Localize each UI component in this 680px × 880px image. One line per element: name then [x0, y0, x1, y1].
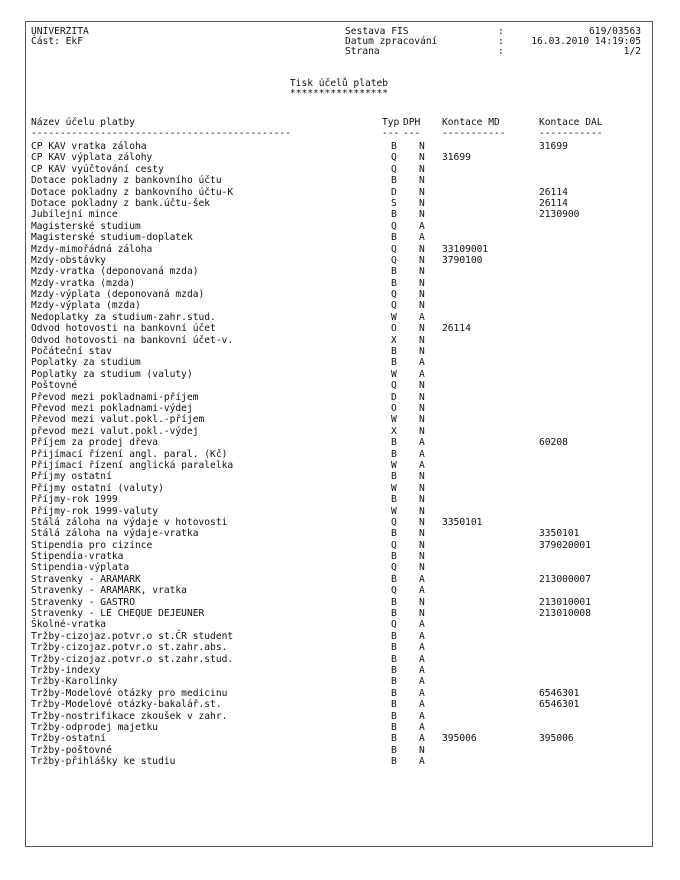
table-row	[26, 233, 652, 244]
cell-kontace-dal: 6546301	[539, 687, 580, 699]
cell-dph: N	[419, 516, 425, 528]
cell-dph: N	[419, 596, 425, 608]
cell-kontace-dal: 2130900	[539, 209, 580, 221]
cell-kontace-md: 33109001	[442, 243, 489, 255]
meta-label-page: Strana	[345, 46, 380, 57]
cell-kontace-dal: 26114	[539, 197, 568, 209]
cell-dph: N	[419, 186, 425, 198]
cell-kontace-md: 395006	[442, 733, 477, 745]
cell-name: Dotace pokladny z bank.účtu-šek	[31, 197, 211, 209]
cell-typ: B	[391, 551, 397, 563]
cell-name: Tržby-cizojaz.potvr.o st.zahr.abs.	[31, 642, 228, 654]
report-meta-labels	[345, 27, 437, 57]
table-row	[26, 472, 652, 483]
cell-typ: B	[391, 175, 397, 187]
cell-dph: N	[419, 266, 425, 278]
cell-dph: N	[419, 425, 425, 437]
cell-typ: B	[391, 721, 397, 733]
cell-typ: D	[391, 391, 397, 403]
cell-dph: N	[419, 323, 425, 335]
column-header-dph: DPH	[403, 117, 421, 128]
column-rule-typ: ---	[382, 128, 400, 139]
table-row	[26, 495, 652, 506]
cell-dph: N	[419, 300, 425, 312]
cell-name: Dotace pokladny z bankovního účtu	[31, 175, 222, 187]
cell-typ: Q	[391, 619, 397, 631]
cell-name: Stravenky - GASTRO	[31, 596, 135, 608]
cell-name: Tržby-Modelové otázky-bakalář.st.	[31, 699, 222, 711]
table-row	[26, 757, 652, 768]
cell-typ: D	[391, 186, 397, 198]
cell-name: Poplatky za studium (valuty)	[31, 368, 193, 380]
cell-name: Stravenky - ARAMARK	[31, 573, 141, 585]
cell-dph: A	[419, 232, 425, 244]
cell-name: Odvod hotovosti na bankovní účet	[31, 323, 216, 335]
cell-typ: S	[391, 197, 397, 209]
cell-dph: N	[419, 277, 425, 289]
column-rule-name: ---------------------------------------------	[31, 128, 291, 139]
table-row	[26, 529, 652, 540]
table-row	[26, 381, 652, 392]
cell-name: CP KAV vratka záloha	[31, 141, 147, 152]
cell-name: Příjmy-rok 1999	[31, 494, 118, 506]
cell-dph: A	[419, 756, 425, 768]
cell-dph: N	[419, 334, 425, 346]
column-header-kontace-dal: Kontace DAL	[539, 117, 603, 128]
cell-name: Nedoplatky za studium-zahr.stud.	[31, 311, 216, 323]
cell-name: Přijímací řízení anglická paralelka	[31, 459, 234, 471]
cell-typ: B	[391, 573, 397, 585]
cell-typ: B	[391, 437, 397, 449]
cell-name: Příjem za prodej dřeva	[31, 437, 159, 449]
cell-typ: B	[391, 608, 397, 620]
cell-name: Tržby-Karolinky	[31, 676, 118, 688]
cell-dph: N	[419, 562, 425, 574]
cell-dph: A	[419, 619, 425, 631]
table-row	[26, 700, 652, 711]
cell-name: Mzdy-obstávky	[31, 254, 107, 266]
cell-typ: B	[391, 744, 397, 756]
cell-name: Mzdy-vratka (deponovaná mzda)	[31, 266, 199, 278]
column-rule-dal: -----------	[539, 128, 603, 139]
column-header-typ: Typ	[382, 117, 400, 128]
table-row	[26, 438, 652, 449]
cell-kontace-dal: 213000007	[539, 573, 591, 585]
cell-name: Příjmy-rok 1999-valuty	[31, 505, 159, 517]
cell-dph: A	[419, 721, 425, 733]
cell-name: Stálá záloha na výdaje-vratka	[31, 528, 199, 540]
cell-typ: B	[391, 346, 397, 358]
cell-typ: B	[391, 266, 397, 278]
cell-dph: A	[419, 368, 425, 380]
payment-purpose-table	[26, 142, 652, 768]
cell-kontace-md: 3350101	[442, 516, 483, 528]
cell-name: Mzdy-výplata (deponovaná mzda)	[31, 289, 205, 301]
cell-typ: W	[391, 414, 397, 426]
cell-dph: A	[419, 664, 425, 676]
cell-name: Tržby-nostrifikace zkoušek v zahr.	[31, 710, 228, 722]
cell-typ: W	[391, 459, 397, 471]
cell-kontace-dal: 213010001	[539, 596, 591, 608]
cell-name: Tržby-Modelové otázky pro medicinu	[31, 687, 228, 699]
cell-name: Mzdy-mimořádná záloha	[31, 243, 153, 255]
cell-typ: B	[391, 494, 397, 506]
cell-kontace-md: 26114	[442, 323, 471, 335]
cell-typ: B	[391, 528, 397, 540]
part-label: Část: EkF	[31, 36, 83, 47]
cell-name: Stravenky - LE CHEQUE DEJEUNER	[31, 608, 205, 620]
cell-typ: Q	[391, 289, 397, 301]
cell-typ: B	[391, 630, 397, 642]
cell-dph: A	[419, 699, 425, 711]
cell-dph: A	[419, 687, 425, 699]
report-meta-values	[531, 27, 641, 57]
meta-value-date: 16.03.2010 14:19:05	[531, 36, 641, 47]
cell-typ: Q	[391, 562, 397, 574]
report-title-underline: *****************	[289, 88, 389, 99]
table-row	[26, 666, 652, 677]
cell-dph: N	[419, 414, 425, 426]
cell-dph: N	[419, 539, 425, 551]
cell-typ: O	[391, 402, 397, 414]
cell-typ: W	[391, 368, 397, 380]
meta-colon: :	[498, 26, 504, 37]
cell-name: Tržby-indexy	[31, 664, 101, 676]
cell-kontace-dal: 31699	[539, 141, 568, 152]
cell-name: Stálá záloha na výdaje v hotovosti	[31, 516, 228, 528]
cell-typ: O	[391, 323, 397, 335]
university-name: UNIVERZITA	[31, 26, 89, 37]
cell-dph: A	[419, 630, 425, 642]
cell-dph: N	[419, 346, 425, 358]
cell-typ: Q	[391, 539, 397, 551]
meta-value-report: 619/03563	[589, 26, 641, 37]
cell-dph: N	[419, 528, 425, 540]
cell-dph: A	[419, 642, 425, 654]
table-row	[26, 484, 652, 495]
cell-name: Stravenky - ARAMARK, vratka	[31, 585, 187, 597]
cell-typ: Q	[391, 152, 397, 164]
cell-typ: B	[391, 733, 397, 745]
cell-dph: A	[419, 448, 425, 460]
cell-dph: N	[419, 209, 425, 221]
cell-kontace-dal: 3350101	[539, 528, 580, 540]
cell-typ: B	[391, 756, 397, 768]
cell-dph: N	[419, 175, 425, 187]
cell-name: Tržby-přihlášky ke studiu	[31, 756, 176, 768]
cell-typ: B	[391, 357, 397, 369]
cell-dph: N	[419, 391, 425, 403]
cell-dph: N	[419, 402, 425, 414]
table-row	[26, 586, 652, 597]
cell-name: Počáteční stav	[31, 346, 112, 358]
cell-typ: Q	[391, 380, 397, 392]
report-page	[25, 21, 653, 847]
cell-dph: A	[419, 459, 425, 471]
cell-name: Tržby-cizojaz.potvr.o st.zahr.stud.	[31, 653, 234, 665]
cell-typ: B	[391, 141, 397, 152]
cell-name: Tržby-ostatní	[31, 733, 107, 745]
cell-dph: A	[419, 573, 425, 585]
cell-name: Příjmy ostatní	[31, 471, 112, 483]
cell-dph: N	[419, 254, 425, 266]
cell-name: Poplatky za studium	[31, 357, 141, 369]
cell-dph: N	[419, 197, 425, 209]
cell-typ: B	[391, 642, 397, 654]
cell-name: Mzdy-výplata (mzda)	[31, 300, 141, 312]
table-row	[26, 324, 652, 335]
cell-name: převod mezi valut.pokl.-výdej	[31, 425, 199, 437]
cell-dph: N	[419, 471, 425, 483]
table-row	[26, 336, 652, 347]
cell-typ: B	[391, 448, 397, 460]
column-header-kontace-md: Kontace MD	[442, 117, 500, 128]
cell-name: Magisterské studium	[31, 220, 141, 232]
cell-name: Stipendia-výplata	[31, 562, 130, 574]
cell-dph: A	[419, 220, 425, 232]
cell-name: Magisterské studium-doplatek	[31, 232, 193, 244]
cell-dph: N	[419, 289, 425, 301]
cell-dph: N	[419, 482, 425, 494]
cell-typ: Q	[391, 516, 397, 528]
cell-kontace-md: 3790100	[442, 254, 483, 266]
cell-name: CP KAV výplata zálohy	[31, 152, 153, 164]
cell-typ: Q	[391, 163, 397, 175]
column-rule-dph: ---	[403, 128, 421, 139]
cell-typ: B	[391, 710, 397, 722]
cell-dph: N	[419, 152, 425, 164]
table-row	[26, 643, 652, 654]
cell-kontace-dal: 379020001	[539, 539, 591, 551]
cell-typ: B	[391, 699, 397, 711]
cell-typ: Q	[391, 220, 397, 232]
cell-typ: Q	[391, 243, 397, 255]
cell-name: Dotace pokladny z bankovního účtu-K	[31, 186, 234, 198]
cell-name: Převod mezi pokladnami-příjem	[31, 391, 199, 403]
cell-name: CP KAV vyúčtování cesty	[31, 163, 164, 175]
cell-typ: W	[391, 311, 397, 323]
cell-dph: A	[419, 357, 425, 369]
cell-name: Stipendia pro cizince	[31, 539, 153, 551]
table-row	[26, 176, 652, 187]
meta-label-date: Datum zpracování	[345, 36, 438, 47]
cell-typ: Q	[391, 254, 397, 266]
report-title: Tisk účelů plateb	[289, 78, 389, 89]
cell-typ: B	[391, 653, 397, 665]
cell-typ: W	[391, 482, 397, 494]
cell-typ: B	[391, 687, 397, 699]
cell-typ: B	[391, 664, 397, 676]
cell-name: Tržby-poštovné	[31, 744, 112, 756]
cell-name: Odvod hotovosti na bankovní účet-v.	[31, 334, 234, 346]
cell-dph: A	[419, 311, 425, 323]
table-row	[26, 461, 652, 472]
cell-name: Mzdy-vratka (mzda)	[31, 277, 135, 289]
cell-name: Převod mezi valut.pokl.-příjem	[31, 414, 205, 426]
cell-typ: Q	[391, 585, 397, 597]
column-rule-md: -----------	[442, 128, 506, 139]
column-header-name: Název účelu platby	[31, 117, 135, 128]
cell-kontace-dal: 6546301	[539, 699, 580, 711]
cell-name: Stipendia-vratka	[31, 551, 124, 563]
cell-dph: N	[419, 163, 425, 175]
cell-name: Tržby-odprodej majetku	[31, 721, 159, 733]
cell-typ: W	[391, 505, 397, 517]
cell-typ: X	[391, 425, 397, 437]
cell-name: Tržby-cizojaz.potvr.o st.ČR student	[31, 630, 234, 642]
cell-name: Příjmy ostatní (valuty)	[31, 482, 164, 494]
table-row	[26, 370, 652, 381]
cell-typ: B	[391, 277, 397, 289]
cell-name: Přijímací řízení angl. paral. (Kč)	[31, 448, 228, 460]
cell-typ: B	[391, 232, 397, 244]
cell-name: Jubilejní mince	[31, 209, 118, 221]
cell-dph: N	[419, 243, 425, 255]
meta-colon: :	[498, 46, 504, 57]
cell-typ: B	[391, 676, 397, 688]
meta-label-report: Sestava FIS	[345, 26, 409, 37]
cell-kontace-md: 31699	[442, 152, 471, 164]
cell-name: Poštovné	[31, 380, 78, 392]
cell-kontace-dal: 395006	[539, 733, 574, 745]
cell-dph: N	[419, 380, 425, 392]
cell-typ: B	[391, 471, 397, 483]
cell-dph: N	[419, 744, 425, 756]
cell-dph: N	[419, 505, 425, 517]
report-origin	[31, 27, 89, 47]
table-row	[26, 655, 652, 666]
cell-dph: A	[419, 437, 425, 449]
cell-dph: A	[419, 585, 425, 597]
cell-dph: A	[419, 653, 425, 665]
cell-kontace-dal: 60208	[539, 437, 568, 449]
cell-name: Převod mezi pokladnami-výdej	[31, 402, 193, 414]
table-row	[26, 245, 652, 256]
cell-name: Školné-vratka	[31, 619, 107, 631]
cell-typ: B	[391, 596, 397, 608]
cell-typ: Q	[391, 300, 397, 312]
table-row	[26, 609, 652, 620]
report-meta-colons	[498, 27, 504, 57]
cell-dph: A	[419, 733, 425, 745]
cell-dph: A	[419, 710, 425, 722]
cell-kontace-dal: 213010008	[539, 608, 591, 620]
cell-dph: N	[419, 608, 425, 620]
cell-typ: X	[391, 334, 397, 346]
meta-colon: :	[498, 36, 504, 47]
cell-dph: N	[419, 551, 425, 563]
cell-kontace-dal: 26114	[539, 186, 568, 198]
cell-dph: A	[419, 676, 425, 688]
table-row	[26, 267, 652, 278]
table-row	[26, 734, 652, 745]
meta-value-page: 1/2	[623, 46, 641, 57]
cell-typ: B	[391, 209, 397, 221]
cell-dph: N	[419, 141, 425, 152]
cell-dph: N	[419, 494, 425, 506]
